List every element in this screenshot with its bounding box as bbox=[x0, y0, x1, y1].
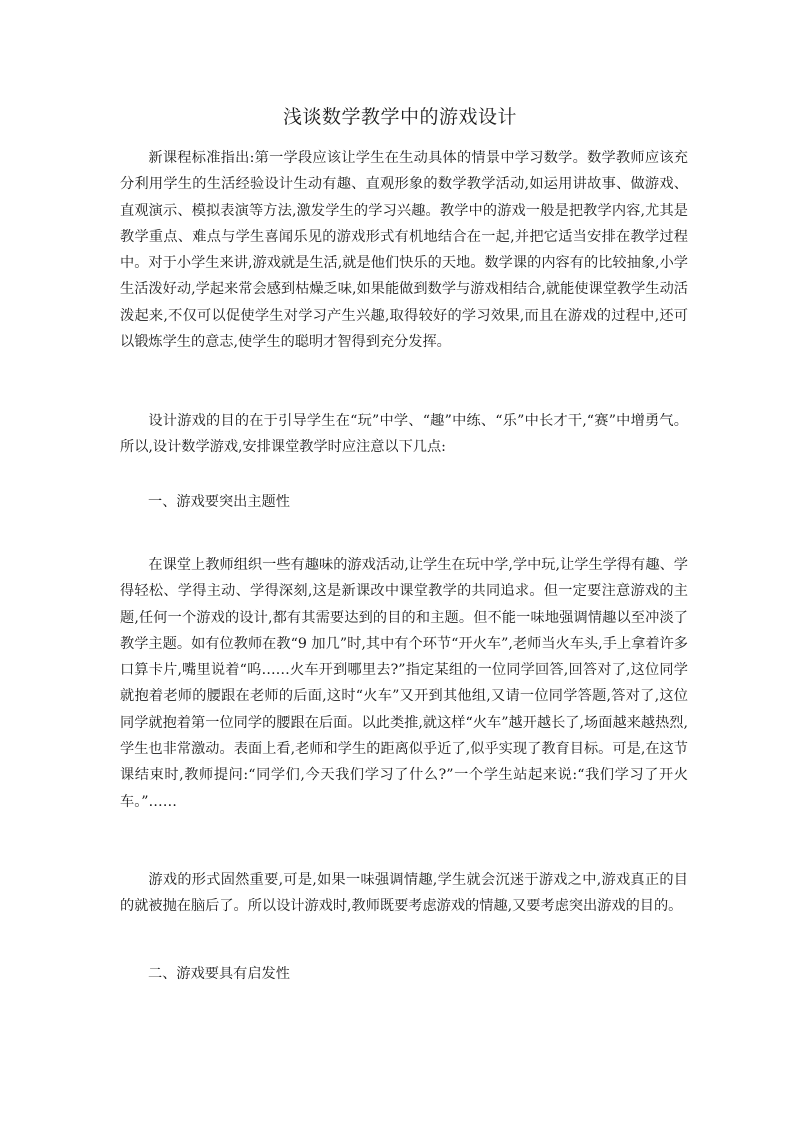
intro-paragraph-2: 设计游戏的目的在于引导学生在“玩”中学、“趣”中练、“乐”中长才干,“赛”中增勇气。所以,设计数学游戏,安排课堂教学时应注意以下几点: bbox=[120, 413, 688, 456]
section-1-paragraph-1: 在课堂上教师组织一些有趣味的游戏活动,让学生在玩中学,学中玩,让学生学得有趣、学得轻松、学得主动、学得深刻,这是新课改中课堂教学的共同追求。但一定要注意游戏的主题,任何一个游戏的设计,都有其需要达到的目的和主题。但不能一味地强调情趣以至冲淡了教学主题。如有位教师在教“9 加几”时,其中有个环节“开火车”,老师当火车头,手上拿着许多口算卡片,嘴里说着“呜……火车开到哪里去?”指定某组的一位同学回答,回答对了,这位同学就抱着老师的腰跟在老师的后面,这时“火车”又开到其他组,又请一位同学答题,答对了,这位同学就抱着第一位同学的腰跟在后面。以此类推,就这样“火车”越开越长了,场面越来越热烈,学生也非常激动。表面上看,老师和学生的距离似乎近了,似乎实现了教育目标。可是,在这节课结束时,教师提问:“同学们,今天我们学习了什么?”一个学生站起来说:“我们学习了开火车。”…… bbox=[120, 557, 688, 810]
section-1-heading: 一、游戏要突出主题性 bbox=[148, 494, 290, 510]
intro-paragraph-1: 新课程标准指出:第一学段应该让学生在生动具体的情景中学习数学。数学教师应该充分利用学生的生活经验设计生动有趣、直观形象的数学教学活动,如运用讲故事、做游戏、直观演示、模拟表演等方法,激发学生的学习兴趣。教学中的游戏一般是把教学内容,尤其是教学重点、难点与学生喜闻乐见的游戏形式有机地结合在一起,并把它适当安排在教学过程中。对于小学生来讲,游戏就是生活,就是他们快乐的天地。数学课的内容有的比较抽象,小学生活泼好动,学起来常会感到枯燥乏味,如果能做到数学与游戏相结合,就能使课堂教学生动活泼起来,不仅可以促使学生对学习产生兴趣,取得较好的学习效果,而且在游戏的过程中,还可以锻炼学生的意志,使学生的聪明才智得到充分发挥。 bbox=[120, 150, 688, 351]
section-2-heading: 二、游戏要具有启发性 bbox=[148, 966, 290, 982]
document-title: 浅谈数学教学中的游戏设计 bbox=[282, 106, 517, 128]
section-1-paragraph-2: 游戏的形式固然重要,可是,如果一味强调情趣,学生就会沉迷于游戏之中,游戏真正的目的就被抛在脑后了。所以设计游戏时,教师既要考虑游戏的情趣,又要考虑突出游戏的目的。 bbox=[120, 872, 688, 915]
